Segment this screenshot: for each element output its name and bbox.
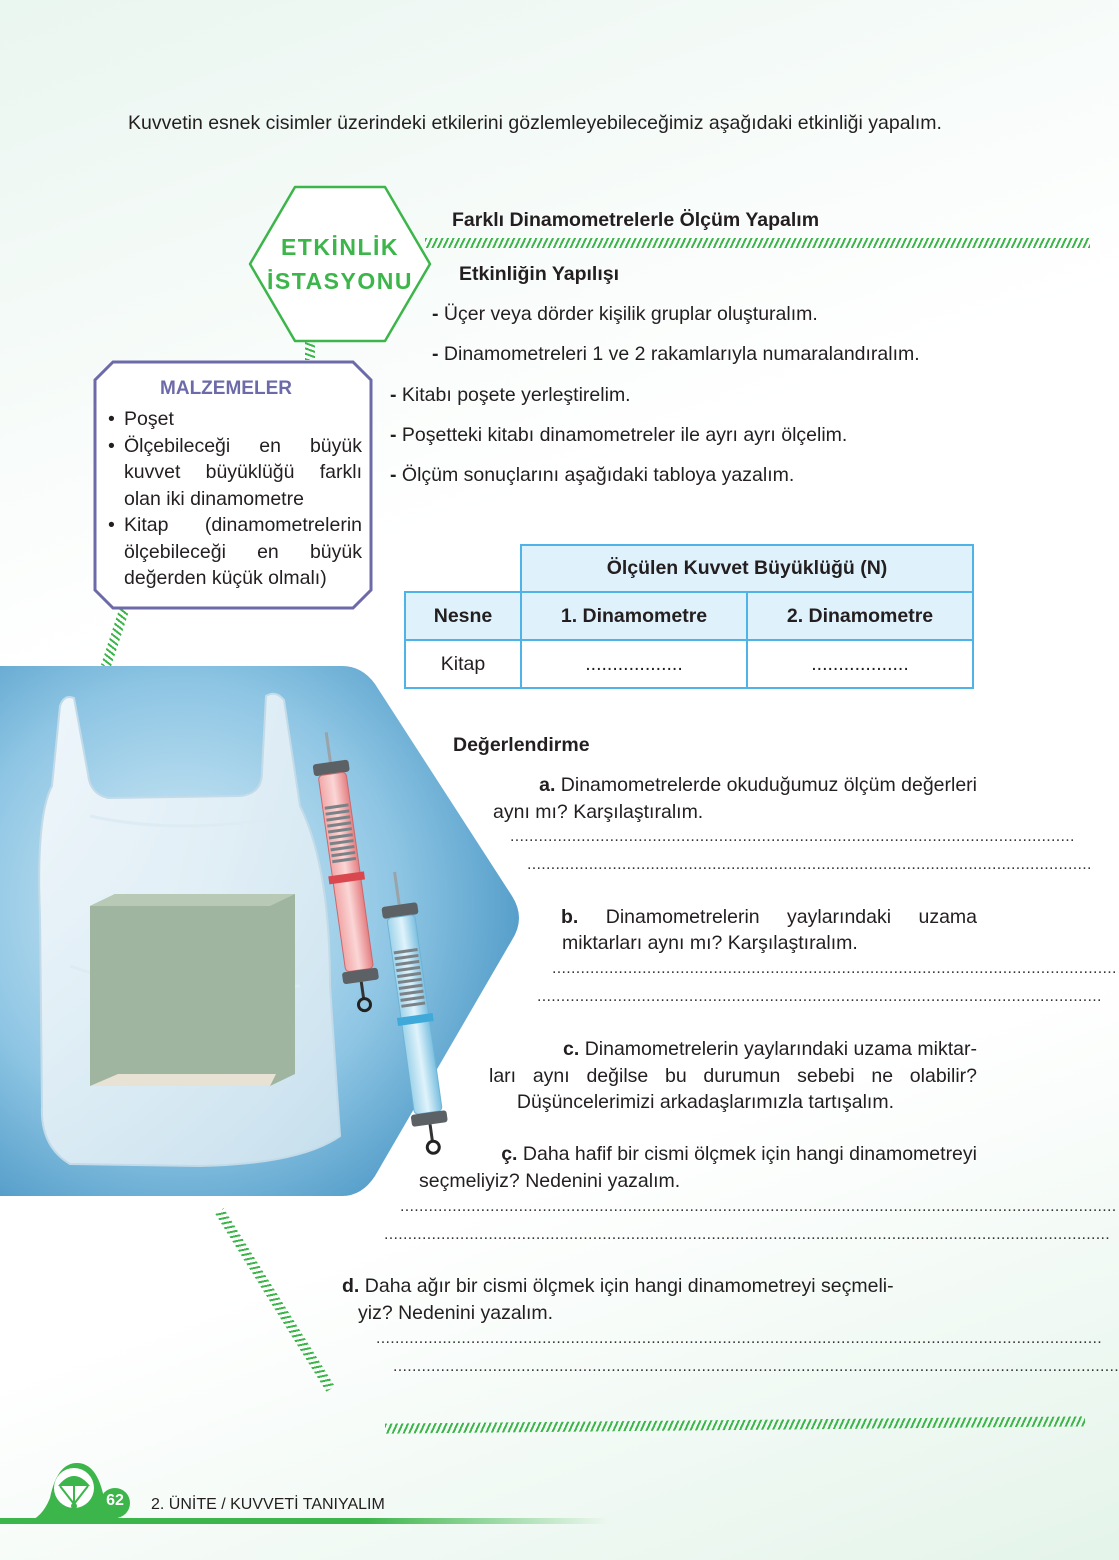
materials-item-2	[108, 433, 362, 513]
question-b-text1: Dinamometrelerin yaylarındaki uzama	[605, 906, 977, 928]
intro-paragraph	[128, 110, 977, 137]
question-b-line2: miktarları aynı mı? Karşılaştıralım.	[562, 932, 858, 954]
step-1: - Üçer veya dörder kişilik gruplar oluşturalım.	[432, 303, 818, 325]
materials-item-1	[108, 406, 362, 433]
question-a-line2: aynı mı? Karşılaştıralım.	[493, 801, 704, 823]
question-c-line1	[480, 1036, 977, 1063]
materials-item-3-text: Kitap (dinamometrelerin ölçebileceği en büyük değerden küçük olmalı)	[124, 514, 362, 589]
table-header-d2: 2. Dinamometre	[747, 592, 973, 640]
question-cc-line1	[420, 1141, 977, 1168]
answer-d-line1: .........................................................................................................................................................	[376, 1330, 1103, 1347]
question-d-line2: yiz? Nedenini yazalım.	[358, 1302, 554, 1324]
step-3: - Kitabı poşete yerleştirelim.	[390, 384, 631, 406]
evaluation-title: Değerlendirme	[453, 734, 590, 756]
question-a-label: a.	[539, 774, 556, 796]
question-b-line1	[561, 904, 977, 931]
materials-list	[108, 406, 362, 592]
bag-dinamometer-illustration	[0, 666, 530, 1196]
materials-title: MALZEMELER	[160, 378, 292, 399]
question-cc-text1: Daha hafif bir cismi ölçmek için hangi dinamometreyi	[522, 1143, 977, 1165]
answer-a-line2: .......................................................................................................................	[527, 856, 1092, 873]
question-d-text1: Daha ağır bir cismi ölçmek için hangi dinamometreyi seçmeli-	[364, 1275, 894, 1297]
question-a-line1	[440, 772, 977, 799]
table-empty-corner	[405, 545, 521, 592]
step-5: - Ölçüm sonuçlarını aşağıdaki tabloya yazalım.	[390, 464, 795, 486]
book-top	[90, 894, 295, 906]
question-c-line3: Düşüncelerimizi arkadaşlarımızla tartışalım.	[516, 1091, 894, 1113]
unit-title: 2. ÜNİTE / KUVVETİ TANIYALIM	[151, 1496, 385, 1513]
step-2: - Dinamometreleri 1 ve 2 rakamlarıyla numaralandıralım.	[432, 343, 920, 365]
question-d-label: d.	[342, 1275, 360, 1297]
activity-badge-hexagon	[247, 184, 433, 344]
question-c-line2: ları aynı değilse bu durumun sebebi ne olabilir?	[489, 1065, 977, 1087]
page-number: 62	[106, 1492, 124, 1509]
activity-title: Farklı Dinamometrelerle Ölçüm Yapalım	[452, 209, 820, 231]
badge-line-2: İSTASYONU	[267, 268, 413, 294]
procedure-title: Etkinliğin Yapılışı	[459, 263, 620, 285]
left-hatch-2	[101, 608, 129, 668]
left-hatch-1	[305, 342, 315, 360]
answer-cc-line1: .......................................................................................................................................................	[400, 1198, 1117, 1215]
step-3-text: Kitabı poşete yerleştirelim.	[401, 384, 631, 406]
question-a-text1: Dinamometrelerde okuduğumuz ölçüm değerleri	[560, 774, 977, 796]
book-pages	[90, 1074, 276, 1086]
table-header-d1: 1. Dinamometre	[521, 592, 747, 640]
materials-item-2-text: Ölçebileceği en büyük kuvvet büyüklüğü farklı olan iki dinamometre	[124, 434, 362, 510]
answer-a-line1: .......................................................................................................................	[510, 828, 1075, 845]
left-hatch-3	[215, 1208, 335, 1391]
materials-item-3	[108, 512, 362, 592]
table-cell-d2: ..................	[747, 640, 973, 688]
table-header-object: Nesne	[405, 592, 521, 640]
step-1-text: Üçer veya dörder kişilik gruplar oluşturalım.	[443, 303, 818, 325]
intro-text: Kuvvetin esnek cisimler üzerindeki etkilerini gözlemleyebileceğimiz aşağıdaki etkinliği yapalım.	[128, 112, 942, 134]
question-c-text1: Dinamometrelerin yaylarındaki uzama miktar-	[584, 1038, 977, 1060]
badge-line-1: ETKİNLİK	[280, 234, 400, 260]
materials-item-1-text: Poşet	[124, 408, 174, 430]
table-cell-d1: ..................	[521, 640, 747, 688]
question-d-line1	[342, 1273, 982, 1300]
answer-b-line1: .......................................................................................................................	[552, 960, 1117, 977]
step-4-text: Poşetteki kitabı dinamometreler ile ayrı ayrı ölçelim.	[401, 424, 848, 446]
question-b-label: b.	[561, 906, 579, 928]
answer-b-line2: .......................................................................................................................	[537, 988, 1102, 1005]
question-cc-label: ç.	[501, 1143, 518, 1165]
book	[90, 894, 295, 1086]
question-cc-line2: seçmeliyiz? Nedenini yazalım.	[419, 1170, 681, 1192]
table-group-header: Ölçülen Kuvvet Büyüklüğü (N)	[521, 545, 973, 592]
question-c-label: c.	[563, 1038, 580, 1060]
step-2-text: Dinamometreleri 1 ve 2 rakamlarıyla numaralandıralım.	[443, 343, 920, 365]
bottom-hatch-line	[385, 1416, 1085, 1433]
step-5-text: Ölçüm sonuçlarını aşağıdaki tabloya yazalım.	[401, 464, 795, 486]
top-hatch-line	[425, 238, 1090, 248]
table-cell-object: Kitap	[405, 640, 521, 688]
step-4: - Poşetteki kitabı dinamometreler ile ayrı ayrı ölçelim.	[390, 424, 848, 446]
answer-cc-line2: .........................................................................................................................................................	[384, 1226, 1111, 1243]
answer-d-line2: .........................................................................................................................................................	[393, 1358, 1119, 1375]
